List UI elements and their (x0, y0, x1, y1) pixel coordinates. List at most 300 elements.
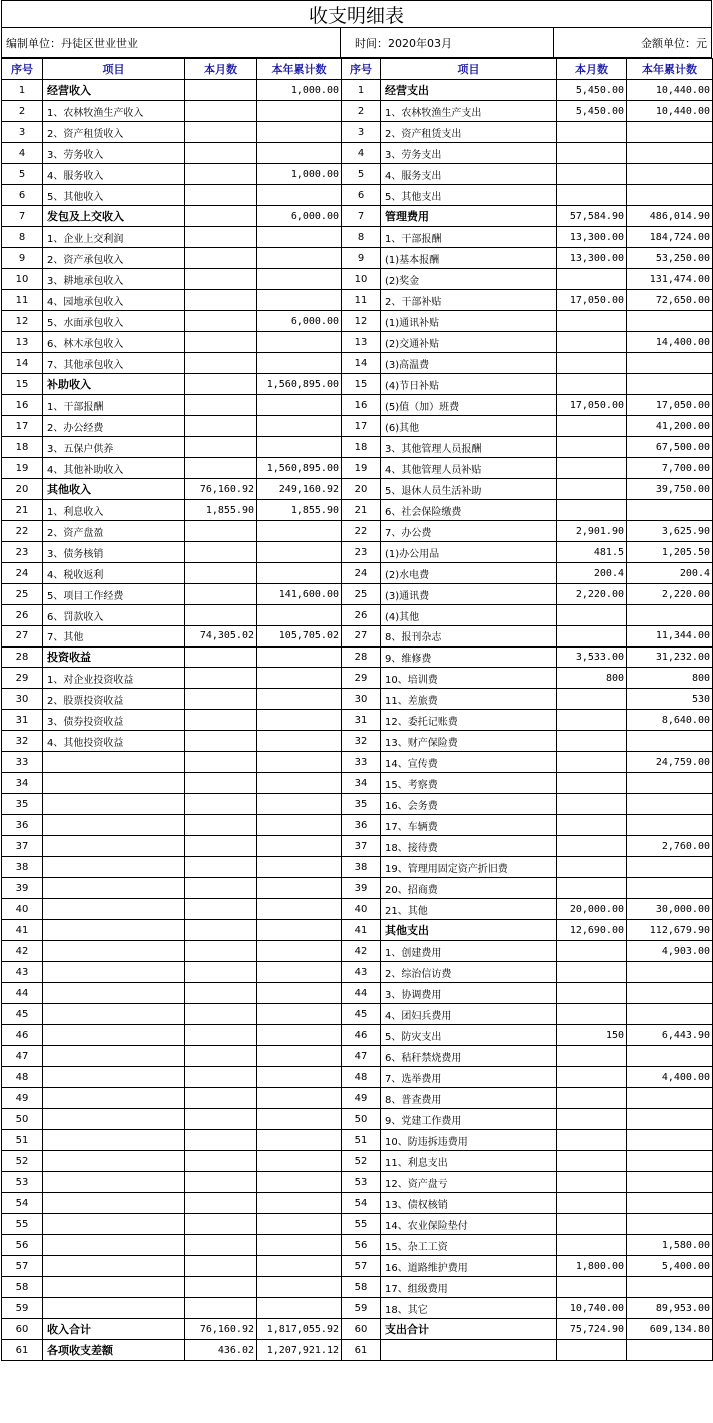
expense-month-cell (557, 1109, 627, 1130)
income-item-header: 项目 (43, 59, 185, 80)
table-row (2, 647, 713, 668)
expense-month-cell (557, 1235, 627, 1256)
expense-item-cell: 9、党建工作费用 (381, 1109, 557, 1130)
expense-seq-cell: 1 (342, 80, 381, 101)
income-year-cell (257, 605, 342, 626)
expense-month-cell (557, 1046, 627, 1067)
expense-seq-cell: 32 (342, 731, 381, 752)
expense-year-cell (627, 311, 713, 332)
income-item-cell (43, 1109, 185, 1130)
income-month-cell (185, 164, 257, 185)
income-item-cell (43, 836, 185, 857)
income-seq-cell: 54 (2, 1193, 43, 1214)
expense-item-cell: 10、防违拆违费用 (381, 1130, 557, 1151)
income-month-cell (185, 941, 257, 962)
expense-year-cell (627, 731, 713, 752)
expense-seq-cell: 43 (342, 962, 381, 983)
income-month-cell (185, 836, 257, 857)
income-seq-cell: 22 (2, 521, 43, 542)
income-month-cell (185, 185, 257, 206)
income-month-cell (185, 647, 257, 668)
expense-item-cell: 5、其他支出 (381, 185, 557, 206)
income-seq-cell: 47 (2, 1046, 43, 1067)
income-year-cell: 6,000.00 (257, 311, 342, 332)
income-year-cell (257, 290, 342, 311)
income-month-cell (185, 1109, 257, 1130)
expense-seq-cell: 24 (342, 563, 381, 584)
table-row (2, 584, 713, 605)
expense-item-cell: 8、报刊杂志 (381, 626, 557, 647)
income-year-cell (257, 983, 342, 1004)
expense-item-cell: 6、秸秆禁烧费用 (381, 1046, 557, 1067)
income-month-cell (185, 668, 257, 689)
expense-year-cell: 2,760.00 (627, 836, 713, 857)
income-month-cell (185, 395, 257, 416)
expense-item-cell: 13、债权核销 (381, 1193, 557, 1214)
income-item-cell (43, 920, 185, 941)
expense-item-cell: 11、差旅费 (381, 689, 557, 710)
income-item-cell: 6、罚款收入 (43, 605, 185, 626)
income-year-cell (257, 752, 342, 773)
income-seq-cell: 24 (2, 563, 43, 584)
expense-year-cell (627, 1130, 713, 1151)
expense-year-cell: 10,440.00 (627, 80, 713, 101)
expense-item-cell: 17、组级费用 (381, 1277, 557, 1298)
income-item-cell: 2、资产承包收入 (43, 248, 185, 269)
table-row (2, 1151, 713, 1172)
expense-month-cell (557, 731, 627, 752)
income-seq-cell: 60 (2, 1319, 43, 1340)
expense-item-cell: 支出合计 (381, 1319, 557, 1340)
expense-seq-cell: 19 (342, 458, 381, 479)
income-seq-cell: 36 (2, 815, 43, 836)
income-item-cell (43, 1298, 185, 1319)
expense-item-cell: 14、农业保险垫付 (381, 1214, 557, 1235)
expense-year-cell (627, 605, 713, 626)
expense-year-cell (627, 983, 713, 1004)
income-seq-cell: 49 (2, 1088, 43, 1109)
expense-year-cell: 530 (627, 689, 713, 710)
income-month-cell (185, 605, 257, 626)
income-item-cell (43, 1025, 185, 1046)
income-year-cell (257, 248, 342, 269)
expense-year-cell (627, 1340, 713, 1361)
expense-month-cell (557, 794, 627, 815)
income-item-cell: 4、园地承包收入 (43, 290, 185, 311)
table-row (2, 437, 713, 458)
expense-year-cell (627, 1214, 713, 1235)
expense-month-cell (557, 1172, 627, 1193)
expense-year-cell (627, 185, 713, 206)
income-year-cell: 1,560,895.00 (257, 458, 342, 479)
income-seq-cell: 34 (2, 773, 43, 794)
expense-seq-cell: 14 (342, 353, 381, 374)
income-year-cell (257, 1130, 342, 1151)
table-row (2, 458, 713, 479)
income-seq-cell: 16 (2, 395, 43, 416)
income-month-header: 本月数 (185, 59, 257, 80)
income-year-cell (257, 563, 342, 584)
income-year-cell: 1,855.90 (257, 500, 342, 521)
expense-month-header: 本月数 (557, 59, 627, 80)
expense-year-cell (627, 794, 713, 815)
income-seq-cell: 53 (2, 1172, 43, 1193)
income-item-cell (43, 1067, 185, 1088)
income-item-cell: 发包及上交收入 (43, 206, 185, 227)
income-seq-cell: 32 (2, 731, 43, 752)
expense-seq-cell: 36 (342, 815, 381, 836)
expense-seq-cell: 38 (342, 857, 381, 878)
expense-seq-cell: 39 (342, 878, 381, 899)
table-row (2, 668, 713, 689)
expense-item-cell: 8、普查费用 (381, 1088, 557, 1109)
income-year-cell (257, 395, 342, 416)
expense-year-cell (627, 353, 713, 374)
expense-item-cell: 5、退休人员生活补助 (381, 479, 557, 500)
income-year-cell (257, 1277, 342, 1298)
income-year-cell (257, 1193, 342, 1214)
income-month-cell (185, 920, 257, 941)
expense-item-cell: (1)办公用品 (381, 542, 557, 563)
income-year-cell (257, 227, 342, 248)
income-year-cell (257, 101, 342, 122)
income-month-cell (185, 227, 257, 248)
expense-month-cell (557, 185, 627, 206)
income-year-cell: 1,560,895.00 (257, 374, 342, 395)
income-item-cell: 6、林木承包收入 (43, 332, 185, 353)
expense-seq-cell: 50 (342, 1109, 381, 1130)
expense-month-cell: 150 (557, 1025, 627, 1046)
income-seq-cell: 43 (2, 962, 43, 983)
expense-year-cell: 8,640.00 (627, 710, 713, 731)
expense-item-cell: (4)其他 (381, 605, 557, 626)
income-item-cell: 7、其他 (43, 626, 185, 647)
expense-item-cell: 15、考察费 (381, 773, 557, 794)
income-year-cell (257, 1088, 342, 1109)
income-month-cell (185, 290, 257, 311)
expense-item-cell: 1、农林牧渔生产支出 (381, 101, 557, 122)
expense-year-cell (627, 962, 713, 983)
income-seq-cell: 39 (2, 878, 43, 899)
income-item-cell: 2、办公经费 (43, 416, 185, 437)
expense-seq-cell: 34 (342, 773, 381, 794)
expense-month-cell: 5,450.00 (557, 101, 627, 122)
expense-seq-cell: 15 (342, 374, 381, 395)
income-month-cell (185, 1130, 257, 1151)
expense-item-cell: (1)通讯补贴 (381, 311, 557, 332)
expense-item-cell: 20、招商费 (381, 878, 557, 899)
income-year-cell: 1,207,921.12 (257, 1340, 342, 1361)
expense-item-cell (381, 1340, 557, 1361)
expense-seq-cell: 27 (342, 626, 381, 647)
income-month-cell (185, 101, 257, 122)
expense-seq-cell: 60 (342, 1319, 381, 1340)
table-row (2, 962, 713, 983)
expense-month-cell (557, 857, 627, 878)
expense-year-cell (627, 773, 713, 794)
expense-month-cell (557, 878, 627, 899)
table-row (2, 122, 713, 143)
report-date: 时间：2020年03月 (341, 28, 554, 57)
expense-seq-cell: 58 (342, 1277, 381, 1298)
expense-item-cell: 13、财产保险费 (381, 731, 557, 752)
income-seq-cell: 17 (2, 416, 43, 437)
expense-item-cell: (6)其他 (381, 416, 557, 437)
expense-seq-cell: 26 (342, 605, 381, 626)
income-item-cell: 5、其他收入 (43, 185, 185, 206)
expense-seq-cell: 33 (342, 752, 381, 773)
expense-month-cell (557, 1130, 627, 1151)
expense-year-cell: 3,625.90 (627, 521, 713, 542)
income-item-cell: 1、农林牧渔生产收入 (43, 101, 185, 122)
income-seq-cell: 42 (2, 941, 43, 962)
income-seq-cell: 26 (2, 605, 43, 626)
expense-item-cell: (2)奖金 (381, 269, 557, 290)
table-row (2, 332, 713, 353)
expense-year-cell (627, 1277, 713, 1298)
income-year-cell: 1,000.00 (257, 80, 342, 101)
expense-seq-cell: 29 (342, 668, 381, 689)
income-year-cell (257, 836, 342, 857)
expense-month-cell: 57,584.90 (557, 206, 627, 227)
expense-year-cell: 5,400.00 (627, 1256, 713, 1277)
expense-item-cell: 经营支出 (381, 80, 557, 101)
income-month-cell (185, 563, 257, 584)
expense-seq-cell: 21 (342, 500, 381, 521)
expense-year-cell: 7,700.00 (627, 458, 713, 479)
income-month-cell (185, 143, 257, 164)
expense-item-cell: 5、防灾支出 (381, 1025, 557, 1046)
income-month-cell (185, 1025, 257, 1046)
table-row (2, 185, 713, 206)
expense-month-cell (557, 689, 627, 710)
income-item-cell: 收入合计 (43, 1319, 185, 1340)
expense-item-cell: 7、选举费用 (381, 1067, 557, 1088)
income-seq-cell: 14 (2, 353, 43, 374)
income-year-cell (257, 122, 342, 143)
income-item-cell (43, 752, 185, 773)
expense-item-cell: 15、杂工工资 (381, 1235, 557, 1256)
income-seq-cell: 11 (2, 290, 43, 311)
expense-month-cell (557, 941, 627, 962)
income-year-cell (257, 185, 342, 206)
income-seq-cell: 48 (2, 1067, 43, 1088)
report-meta (1, 28, 712, 58)
income-month-cell (185, 1277, 257, 1298)
income-seq-cell: 57 (2, 1256, 43, 1277)
expense-year-cell (627, 857, 713, 878)
expense-year-cell: 31,232.00 (627, 647, 713, 668)
table-row (2, 143, 713, 164)
income-seq-cell: 1 (2, 80, 43, 101)
expense-seq-cell: 2 (342, 101, 381, 122)
table-row (2, 689, 713, 710)
expense-month-cell (557, 1214, 627, 1235)
income-seq-cell: 58 (2, 1277, 43, 1298)
income-month-cell (185, 122, 257, 143)
income-month-cell (185, 689, 257, 710)
income-year-cell (257, 1235, 342, 1256)
expense-item-cell: 21、其他 (381, 899, 557, 920)
table-row (2, 227, 713, 248)
income-seq-cell: 12 (2, 311, 43, 332)
income-item-cell: 2、资产租赁收入 (43, 122, 185, 143)
income-month-cell (185, 416, 257, 437)
expense-month-cell: 20,000.00 (557, 899, 627, 920)
table-row (2, 1214, 713, 1235)
income-item-cell: 3、劳务收入 (43, 143, 185, 164)
expense-year-cell: 609,134.80 (627, 1319, 713, 1340)
income-item-cell: 经营收入 (43, 80, 185, 101)
table-row (2, 248, 713, 269)
expense-month-cell: 481.5 (557, 542, 627, 563)
expense-month-cell: 12,690.00 (557, 920, 627, 941)
income-seq-cell: 27 (2, 626, 43, 647)
expense-seq-cell: 40 (342, 899, 381, 920)
income-year-cell (257, 353, 342, 374)
expense-seq-cell: 30 (342, 689, 381, 710)
expense-month-cell (557, 605, 627, 626)
expense-seq-cell: 17 (342, 416, 381, 437)
income-item-cell (43, 794, 185, 815)
income-year-cell (257, 710, 342, 731)
currency-unit: 金额单位：元 (641, 36, 707, 50)
income-item-cell: 4、其他补助收入 (43, 458, 185, 479)
expense-item-cell: 10、培训费 (381, 668, 557, 689)
expense-month-cell (557, 836, 627, 857)
income-seq-cell: 41 (2, 920, 43, 941)
income-seq-cell: 50 (2, 1109, 43, 1130)
income-item-cell (43, 1214, 185, 1235)
income-year-cell (257, 794, 342, 815)
expense-item-cell: (5)值（加）班费 (381, 395, 557, 416)
expense-month-cell: 3,533.00 (557, 647, 627, 668)
income-year-cell (257, 878, 342, 899)
expense-item-cell: 12、资产盘亏 (381, 1172, 557, 1193)
income-item-cell: 补助收入 (43, 374, 185, 395)
expense-item-cell: 4、其他管理人员补贴 (381, 458, 557, 479)
income-item-cell: 4、服务收入 (43, 164, 185, 185)
expense-year-cell: 67,500.00 (627, 437, 713, 458)
income-month-cell: 74,305.02 (185, 626, 257, 647)
income-item-cell (43, 815, 185, 836)
expense-month-cell: 1,800.00 (557, 1256, 627, 1277)
income-year-cell (257, 521, 342, 542)
expense-item-cell: 2、干部补贴 (381, 290, 557, 311)
expense-seq-cell: 48 (342, 1067, 381, 1088)
income-seq-cell: 56 (2, 1235, 43, 1256)
income-month-cell: 436.02 (185, 1340, 257, 1361)
income-year-cell (257, 1067, 342, 1088)
expense-year-cell: 14,400.00 (627, 332, 713, 353)
income-year-cell (257, 941, 342, 962)
income-seq-cell: 7 (2, 206, 43, 227)
table-row (2, 479, 713, 500)
header-row (2, 59, 713, 80)
expense-item-cell: 1、创建费用 (381, 941, 557, 962)
ledger-table (1, 58, 713, 1361)
income-year-cell (257, 1214, 342, 1235)
expense-year-header: 本年累计数 (627, 59, 713, 80)
income-month-cell (185, 1298, 257, 1319)
income-seq-cell: 35 (2, 794, 43, 815)
expense-year-cell: 10,440.00 (627, 101, 713, 122)
income-item-cell: 2、股票投资收益 (43, 689, 185, 710)
table-row (2, 920, 713, 941)
expense-item-cell: 4、服务支出 (381, 164, 557, 185)
income-seq-cell: 33 (2, 752, 43, 773)
expense-month-cell (557, 1088, 627, 1109)
table-row (2, 1193, 713, 1214)
expense-seq-cell: 55 (342, 1214, 381, 1235)
expense-item-cell: 6、社会保险缴费 (381, 500, 557, 521)
income-item-cell (43, 1046, 185, 1067)
expense-year-cell: 11,344.00 (627, 626, 713, 647)
expense-item-cell: (1)基本报酬 (381, 248, 557, 269)
table-row (2, 794, 713, 815)
expense-month-cell (557, 1193, 627, 1214)
expense-year-cell: 4,903.00 (627, 941, 713, 962)
income-month-cell: 1,855.90 (185, 500, 257, 521)
table-row (2, 752, 713, 773)
expense-year-cell (627, 374, 713, 395)
table-row (2, 80, 713, 101)
income-month-cell (185, 1256, 257, 1277)
income-month-cell (185, 458, 257, 479)
expense-month-cell (557, 773, 627, 794)
expense-item-cell: 2、资产租赁支出 (381, 122, 557, 143)
expense-seq-cell: 47 (342, 1046, 381, 1067)
income-item-cell: 3、五保户供养 (43, 437, 185, 458)
expense-seq-cell: 20 (342, 479, 381, 500)
table-row (2, 374, 713, 395)
expense-item-cell: 管理费用 (381, 206, 557, 227)
table-row (2, 353, 713, 374)
expense-month-cell (557, 311, 627, 332)
expense-item-cell: (2)水电费 (381, 563, 557, 584)
income-year-cell: 105,705.02 (257, 626, 342, 647)
income-item-cell: 1、企业上交利润 (43, 227, 185, 248)
expense-item-cell: 18、接待费 (381, 836, 557, 857)
expense-year-cell: 2,220.00 (627, 584, 713, 605)
table-row (2, 101, 713, 122)
income-seq-cell: 46 (2, 1025, 43, 1046)
expense-month-cell: 13,300.00 (557, 227, 627, 248)
expense-year-cell (627, 1109, 713, 1130)
table-row (2, 857, 713, 878)
expense-seq-cell: 45 (342, 1004, 381, 1025)
expense-year-cell (627, 815, 713, 836)
table-row (2, 899, 713, 920)
expense-year-cell (627, 122, 713, 143)
income-month-cell (185, 773, 257, 794)
expense-month-cell (557, 626, 627, 647)
income-year-cell (257, 899, 342, 920)
income-seq-cell: 51 (2, 1130, 43, 1151)
income-year-cell (257, 1298, 342, 1319)
expense-year-cell (627, 1151, 713, 1172)
expense-year-cell: 17,050.00 (627, 395, 713, 416)
expense-month-cell: 2,901.90 (557, 521, 627, 542)
income-year-cell (257, 1046, 342, 1067)
income-month-cell (185, 878, 257, 899)
income-seq-cell: 18 (2, 437, 43, 458)
income-year-cell (257, 962, 342, 983)
expense-seq-cell: 51 (342, 1130, 381, 1151)
income-seq-cell: 23 (2, 542, 43, 563)
expense-seq-cell: 49 (342, 1088, 381, 1109)
income-year-cell (257, 143, 342, 164)
